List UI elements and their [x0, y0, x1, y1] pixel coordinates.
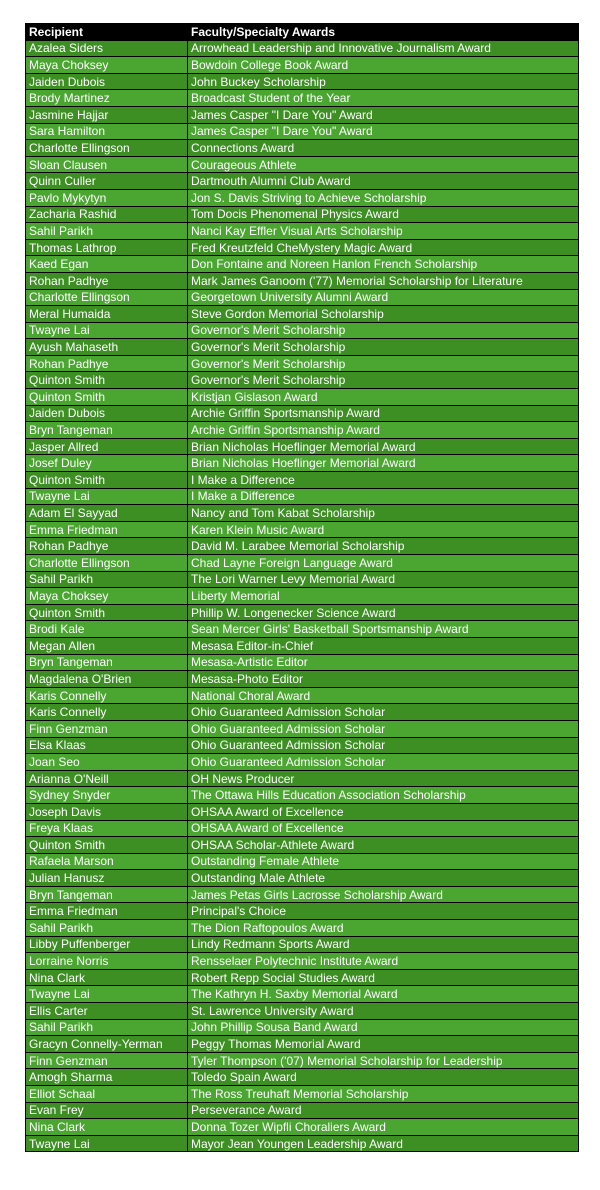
award-cell: Tyler Thompson ('07) Memorial Scholarship for Leadership — [188, 1052, 579, 1069]
header-row — [26, 24, 579, 41]
table-row — [26, 90, 579, 107]
award-cell: Governor's Merit Scholarship — [188, 372, 579, 389]
award-cell: Mesasa-Photo Editor — [188, 671, 579, 688]
table-row — [26, 555, 579, 572]
award-cell: Steve Gordon Memorial Scholarship — [188, 306, 579, 323]
table-row — [26, 173, 579, 190]
recipient-column-header: Recipient — [26, 24, 188, 41]
award-cell: Don Fontaine and Noreen Hanlon French Scholarship — [188, 256, 579, 273]
table-header — [26, 24, 579, 41]
table-row — [26, 223, 579, 240]
table-row — [26, 256, 579, 273]
recipient-cell: Amogh Sharma — [26, 1069, 188, 1086]
table-body — [26, 40, 579, 1152]
table-row — [26, 505, 579, 522]
recipient-cell: Azalea Siders — [26, 40, 188, 57]
recipient-cell: Sahil Parikh — [26, 1019, 188, 1036]
recipient-cell: Quinn Culler — [26, 173, 188, 190]
award-cell: St. Lawrence University Award — [188, 1003, 579, 1020]
award-cell: Karen Klein Music Award — [188, 521, 579, 538]
table-row — [26, 820, 579, 837]
recipient-cell: Adam El Sayyad — [26, 505, 188, 522]
recipient-cell: Maya Choksey — [26, 588, 188, 605]
recipient-cell: Libby Puffenberger — [26, 936, 188, 953]
recipient-cell: Ayush Mahaseth — [26, 339, 188, 356]
recipient-cell: Charlotte Ellingson — [26, 140, 188, 157]
table-row — [26, 720, 579, 737]
table-row — [26, 886, 579, 903]
recipient-cell: Ellis Carter — [26, 1003, 188, 1020]
award-cell: Principal's Choice — [188, 903, 579, 920]
recipient-cell: Quinton Smith — [26, 837, 188, 854]
recipient-cell: Arianna O'Neill — [26, 770, 188, 787]
table-row — [26, 538, 579, 555]
award-cell: Brian Nicholas Hoeflinger Memorial Award — [188, 438, 579, 455]
award-cell: Ohio Guaranteed Admission Scholar — [188, 737, 579, 754]
table-row — [26, 903, 579, 920]
recipient-cell: Twayne Lai — [26, 488, 188, 505]
award-cell: Connections Award — [188, 140, 579, 157]
recipient-cell: Zacharia Rashid — [26, 206, 188, 223]
table-row — [26, 488, 579, 505]
awards-table — [25, 23, 579, 1152]
table-row — [26, 1036, 579, 1053]
award-cell: Mark James Ganoom ('77) Memorial Scholarship for Literature — [188, 272, 579, 289]
recipient-cell: Gracyn Connelly-Yerman — [26, 1036, 188, 1053]
award-cell: Fred Kreutzfeld CheMystery Magic Award — [188, 239, 579, 256]
award-cell: Ohio Guaranteed Admission Scholar — [188, 720, 579, 737]
table-row — [26, 837, 579, 854]
recipient-cell: Jaiden Dubois — [26, 73, 188, 90]
table-row — [26, 40, 579, 57]
award-cell: The Dion Raftopoulos Award — [188, 920, 579, 937]
recipient-cell: Brodi Kale — [26, 621, 188, 638]
recipient-cell: Quinton Smith — [26, 472, 188, 489]
award-cell: Perseverance Award — [188, 1102, 579, 1119]
table-row — [26, 339, 579, 356]
award-cell: Ohio Guaranteed Admission Scholar — [188, 754, 579, 771]
table-row — [26, 803, 579, 820]
recipient-cell: Brody Martinez — [26, 90, 188, 107]
table-row — [26, 1069, 579, 1086]
recipient-cell: Twayne Lai — [26, 986, 188, 1003]
table-row — [26, 57, 579, 74]
recipient-cell: Charlotte Ellingson — [26, 555, 188, 572]
award-cell: Jon S. Davis Striving to Achieve Scholarship — [188, 189, 579, 206]
award-cell: Dartmouth Alumni Club Award — [188, 173, 579, 190]
recipient-cell: Sahil Parikh — [26, 571, 188, 588]
award-cell: James Casper "I Dare You" Award — [188, 123, 579, 140]
award-cell: Lindy Redmann Sports Award — [188, 936, 579, 953]
award-cell: National Choral Award — [188, 687, 579, 704]
table-row — [26, 389, 579, 406]
award-cell: John Buckey Scholarship — [188, 73, 579, 90]
table-row — [26, 588, 579, 605]
recipient-cell: Sahil Parikh — [26, 223, 188, 240]
award-cell: Ohio Guaranteed Admission Scholar — [188, 704, 579, 721]
award-cell: Courageous Athlete — [188, 156, 579, 173]
award-cell: Georgetown University Alumni Award — [188, 289, 579, 306]
award-cell: Mesasa Editor-in-Chief — [188, 637, 579, 654]
award-cell: I Make a Difference — [188, 472, 579, 489]
table-row — [26, 73, 579, 90]
recipient-cell: Twayne Lai — [26, 322, 188, 339]
table-row — [26, 986, 579, 1003]
recipient-cell: Sahil Parikh — [26, 920, 188, 937]
award-cell: John Phillip Sousa Band Award — [188, 1019, 579, 1036]
award-cell: Governor's Merit Scholarship — [188, 322, 579, 339]
table-row — [26, 1052, 579, 1069]
recipient-cell: Jasmine Hajjar — [26, 106, 188, 123]
award-cell: OHSAA Award of Excellence — [188, 803, 579, 820]
award-cell: Robert Repp Social Studies Award — [188, 969, 579, 986]
recipient-cell: Charlotte Ellingson — [26, 289, 188, 306]
table-row — [26, 853, 579, 870]
recipient-cell: Julian Hanusz — [26, 870, 188, 887]
recipient-cell: Quinton Smith — [26, 604, 188, 621]
recipient-cell: Lorraine Norris — [26, 953, 188, 970]
award-cell: I Make a Difference — [188, 488, 579, 505]
award-cell: The Kathryn H. Saxby Memorial Award — [188, 986, 579, 1003]
table-row — [26, 671, 579, 688]
award-cell: OHSAA Scholar-Athlete Award — [188, 837, 579, 854]
award-cell: Brian Nicholas Hoeflinger Memorial Award — [188, 455, 579, 472]
award-cell: Liberty Memorial — [188, 588, 579, 605]
award-cell: The Lori Warner Levy Memorial Award — [188, 571, 579, 588]
recipient-cell: Joseph Davis — [26, 803, 188, 820]
recipient-cell: Karis Connelly — [26, 704, 188, 721]
award-cell: James Petas Girls Lacrosse Scholarship Award — [188, 886, 579, 903]
recipient-cell: Rafaela Marson — [26, 853, 188, 870]
award-cell: Governor's Merit Scholarship — [188, 339, 579, 356]
award-cell: The Ottawa Hills Education Association Scholarship — [188, 787, 579, 804]
recipient-cell: Finn Genzman — [26, 1052, 188, 1069]
award-cell: Nanci Kay Effler Visual Arts Scholarship — [188, 223, 579, 240]
award-cell: Rensselaer Polytechnic Institute Award — [188, 953, 579, 970]
recipient-cell: Nina Clark — [26, 1119, 188, 1136]
award-cell: James Casper "I Dare You" Award — [188, 106, 579, 123]
recipient-cell: Jaiden Dubois — [26, 405, 188, 422]
table-row — [26, 355, 579, 372]
recipient-cell: Elsa Klaas — [26, 737, 188, 754]
recipient-cell: Pavlo Mykytyn — [26, 189, 188, 206]
table-row — [26, 272, 579, 289]
table-row — [26, 422, 579, 439]
table-row — [26, 322, 579, 339]
table-row — [26, 571, 579, 588]
recipient-cell: Megan Allen — [26, 637, 188, 654]
table-row — [26, 637, 579, 654]
table-row — [26, 953, 579, 970]
award-cell: Governor's Merit Scholarship — [188, 355, 579, 372]
table-row — [26, 770, 579, 787]
award-cell: Donna Tozer Wipfli Choraliers Award — [188, 1119, 579, 1136]
recipient-cell: Maya Choksey — [26, 57, 188, 74]
award-cell: Peggy Thomas Memorial Award — [188, 1036, 579, 1053]
award-cell: Nancy and Tom Kabat Scholarship — [188, 505, 579, 522]
recipient-cell: Bryn Tangeman — [26, 654, 188, 671]
table-row — [26, 920, 579, 937]
recipient-cell: Bryn Tangeman — [26, 886, 188, 903]
award-cell: Sean Mercer Girls' Basketball Sportsmanship Award — [188, 621, 579, 638]
table-row — [26, 521, 579, 538]
table-row — [26, 189, 579, 206]
table-row — [26, 1119, 579, 1136]
table-row — [26, 472, 579, 489]
table-row — [26, 1135, 579, 1152]
table-row — [26, 969, 579, 986]
award-cell: Archie Griffin Sportsmanship Award — [188, 405, 579, 422]
award-cell: Toledo Spain Award — [188, 1069, 579, 1086]
recipient-cell: Rohan Padhye — [26, 355, 188, 372]
table-row — [26, 239, 579, 256]
award-cell: Phillip W. Longenecker Science Award — [188, 604, 579, 621]
table-row — [26, 1019, 579, 1036]
recipient-cell: Twayne Lai — [26, 1135, 188, 1152]
award-cell: Tom Docis Phenomenal Physics Award — [188, 206, 579, 223]
award-column-header: Faculty/Specialty Awards — [188, 24, 579, 41]
table-row — [26, 936, 579, 953]
recipient-cell: Josef Duley — [26, 455, 188, 472]
award-cell: Mesasa-Artistic Editor — [188, 654, 579, 671]
recipient-cell: Freya Klaas — [26, 820, 188, 837]
recipient-cell: Emma Friedman — [26, 903, 188, 920]
recipient-cell: Rohan Padhye — [26, 272, 188, 289]
recipient-cell: Evan Frey — [26, 1102, 188, 1119]
award-cell: Bowdoin College Book Award — [188, 57, 579, 74]
recipient-cell: Quinton Smith — [26, 372, 188, 389]
table-row — [26, 123, 579, 140]
recipient-cell: Emma Friedman — [26, 521, 188, 538]
table-row — [26, 621, 579, 638]
table-row — [26, 372, 579, 389]
table-row — [26, 754, 579, 771]
recipient-cell: Elliot Schaal — [26, 1086, 188, 1103]
recipient-cell: Bryn Tangeman — [26, 422, 188, 439]
award-cell: Kristjan Gislason Award — [188, 389, 579, 406]
award-cell: OH News Producer — [188, 770, 579, 787]
table-row — [26, 140, 579, 157]
table-row — [26, 438, 579, 455]
table-row — [26, 737, 579, 754]
recipient-cell: Meral Humaida — [26, 306, 188, 323]
table-row — [26, 106, 579, 123]
table-row — [26, 306, 579, 323]
recipient-cell: Sara Hamilton — [26, 123, 188, 140]
table-row — [26, 704, 579, 721]
recipient-cell: Joan Seo — [26, 754, 188, 771]
recipient-cell: Sloan Clausen — [26, 156, 188, 173]
table-row — [26, 156, 579, 173]
table-row — [26, 206, 579, 223]
table-row — [26, 687, 579, 704]
award-cell: Broadcast Student of the Year — [188, 90, 579, 107]
award-cell: The Ross Treuhaft Memorial Scholarship — [188, 1086, 579, 1103]
table-row — [26, 1086, 579, 1103]
recipient-cell: Karis Connelly — [26, 687, 188, 704]
recipient-cell: Jasper Allred — [26, 438, 188, 455]
award-cell: OHSAA Award of Excellence — [188, 820, 579, 837]
recipient-cell: Quinton Smith — [26, 389, 188, 406]
recipient-cell: Nina Clark — [26, 969, 188, 986]
recipient-cell: Sydney Snyder — [26, 787, 188, 804]
award-cell: Outstanding Female Athlete — [188, 853, 579, 870]
table-row — [26, 654, 579, 671]
award-cell: Archie Griffin Sportsmanship Award — [188, 422, 579, 439]
table-row — [26, 1102, 579, 1119]
table-row — [26, 405, 579, 422]
table-row — [26, 289, 579, 306]
table-row — [26, 787, 579, 804]
recipient-cell: Magdalena O'Brien — [26, 671, 188, 688]
award-cell: Mayor Jean Youngen Leadership Award — [188, 1135, 579, 1152]
award-cell: Arrowhead Leadership and Innovative Journalism Award — [188, 40, 579, 57]
table-row — [26, 870, 579, 887]
recipient-cell: Thomas Lathrop — [26, 239, 188, 256]
award-cell: David M. Larabee Memorial Scholarship — [188, 538, 579, 555]
recipient-cell: Finn Genzman — [26, 720, 188, 737]
recipient-cell: Kaed Egan — [26, 256, 188, 273]
table-row — [26, 604, 579, 621]
award-cell: Outstanding Male Athlete — [188, 870, 579, 887]
recipient-cell: Rohan Padhye — [26, 538, 188, 555]
award-cell: Chad Layne Foreign Language Award — [188, 555, 579, 572]
table-row — [26, 455, 579, 472]
table-row — [26, 1003, 579, 1020]
